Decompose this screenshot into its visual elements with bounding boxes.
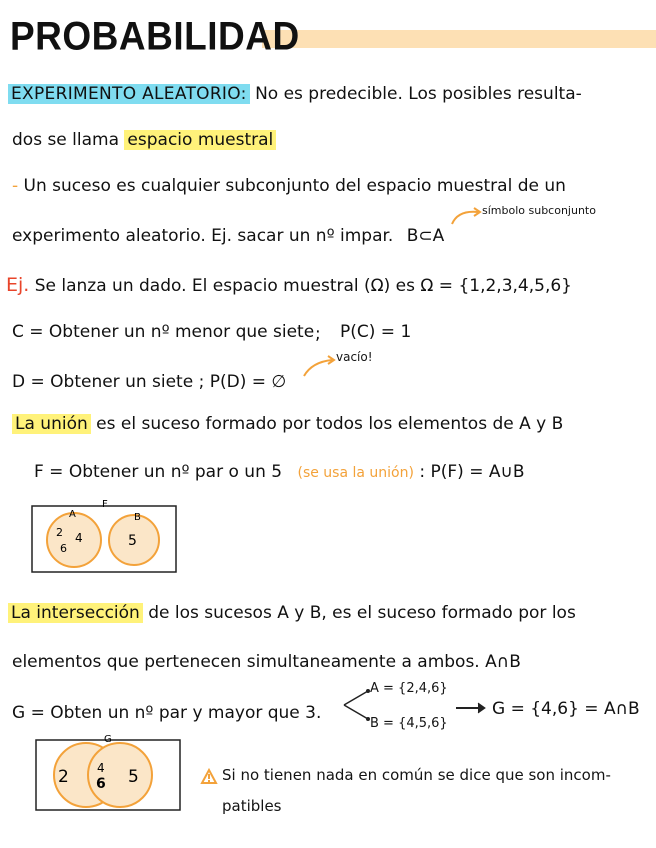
c-line [12, 322, 314, 342]
venn-left-value: 2 [58, 767, 69, 787]
interseccion-line [8, 603, 576, 623]
intro-text-1: No es predecible. Los posibles resulta- [255, 84, 582, 104]
union-a-value-6: 6 [60, 542, 67, 555]
c-separator: ; [315, 324, 321, 344]
union-a-value-2: 2 [56, 526, 63, 539]
espacio-muestral-highlight: espacio muestral [124, 130, 276, 150]
union-b-value-5: 5 [128, 533, 137, 549]
warning-line-1: Si no tienen nada en común se dice que son incom- [222, 766, 611, 784]
f-line [34, 462, 525, 482]
union-label-a: A [69, 509, 76, 520]
f-probability: : P(F) = A∪B [419, 462, 525, 482]
union-a-value-4: 4 [75, 531, 83, 545]
example-text: Se lanza un dado. El espacio muestral (Ω) es Ω = {1,2,3,4,5,6} [34, 276, 572, 296]
result-arrow-icon [454, 700, 490, 716]
suceso-text-1: Un suceso es cualquier subconjunto del espacio muestral de un [23, 176, 566, 196]
suceso-line-1 [12, 176, 566, 196]
f-definition: F = Obtener un nº par o un 5 [34, 462, 283, 482]
intro-line-2 [12, 130, 276, 150]
union-venn-diagram [30, 498, 180, 576]
suceso-line-2 [12, 226, 444, 246]
intro-line-1 [8, 84, 582, 104]
title-underline [262, 30, 656, 48]
union-label-b: B [134, 512, 141, 523]
experimento-term: EXPERIMENTO ALEATORIO: [8, 84, 250, 104]
interseccion-text: de los sucesos A y B, es el suceso formado por los [148, 603, 576, 623]
g-line: G = Obten un nº par y mayor que 3. [12, 703, 322, 723]
example-prefix: Ej. [6, 274, 30, 296]
union-line [12, 414, 563, 434]
union-text: es el suceso formado por todos los elementos de A y B [96, 414, 564, 434]
set-b: B = {4,5,6} [370, 716, 448, 731]
interseccion-venn-diagram [34, 730, 184, 814]
vacio-note: vacío! [336, 350, 373, 364]
warning-line-2: patibles [222, 797, 282, 815]
subset-note: símbolo subconjunto [482, 204, 596, 217]
subset-symbol: B⊂A [406, 226, 445, 246]
d-line: D = Obtener un siete ; P(D) = ∅ [12, 372, 287, 392]
interseccion-highlight: La intersección [8, 603, 143, 623]
example-line [6, 274, 572, 296]
interseccion-outer-label: G [104, 734, 112, 745]
set-a: A = {2,4,6} [370, 681, 448, 696]
c-probability: P(C) = 1 [340, 322, 412, 342]
union-highlight: La unión [12, 414, 91, 434]
intro-text-2: dos se llama [12, 130, 120, 150]
page-title: PROBABILIDAD [10, 14, 300, 59]
f-note: (se usa la unión) [297, 465, 414, 481]
warning-icon [200, 768, 218, 786]
venn-middle-top: 4 [97, 761, 105, 775]
suceso-text-2: experimento aleatorio. Ej. sacar un nº impar. [12, 226, 394, 246]
g-result: G = {4,6} = A∩B [492, 699, 640, 719]
c-definition: C = Obtener un nº menor que siete [12, 322, 315, 342]
interseccion-line-2: elementos que pertenecen simultaneamente a ambos. A∩B [12, 652, 521, 672]
venn-right-value: 5 [128, 767, 139, 787]
venn-middle-bottom: 6 [96, 776, 106, 792]
split-arrows-icon [342, 683, 372, 727]
bullet-dash: - [12, 176, 19, 196]
vacio-arrow-icon [300, 352, 340, 380]
union-outer-label: F [102, 499, 108, 510]
